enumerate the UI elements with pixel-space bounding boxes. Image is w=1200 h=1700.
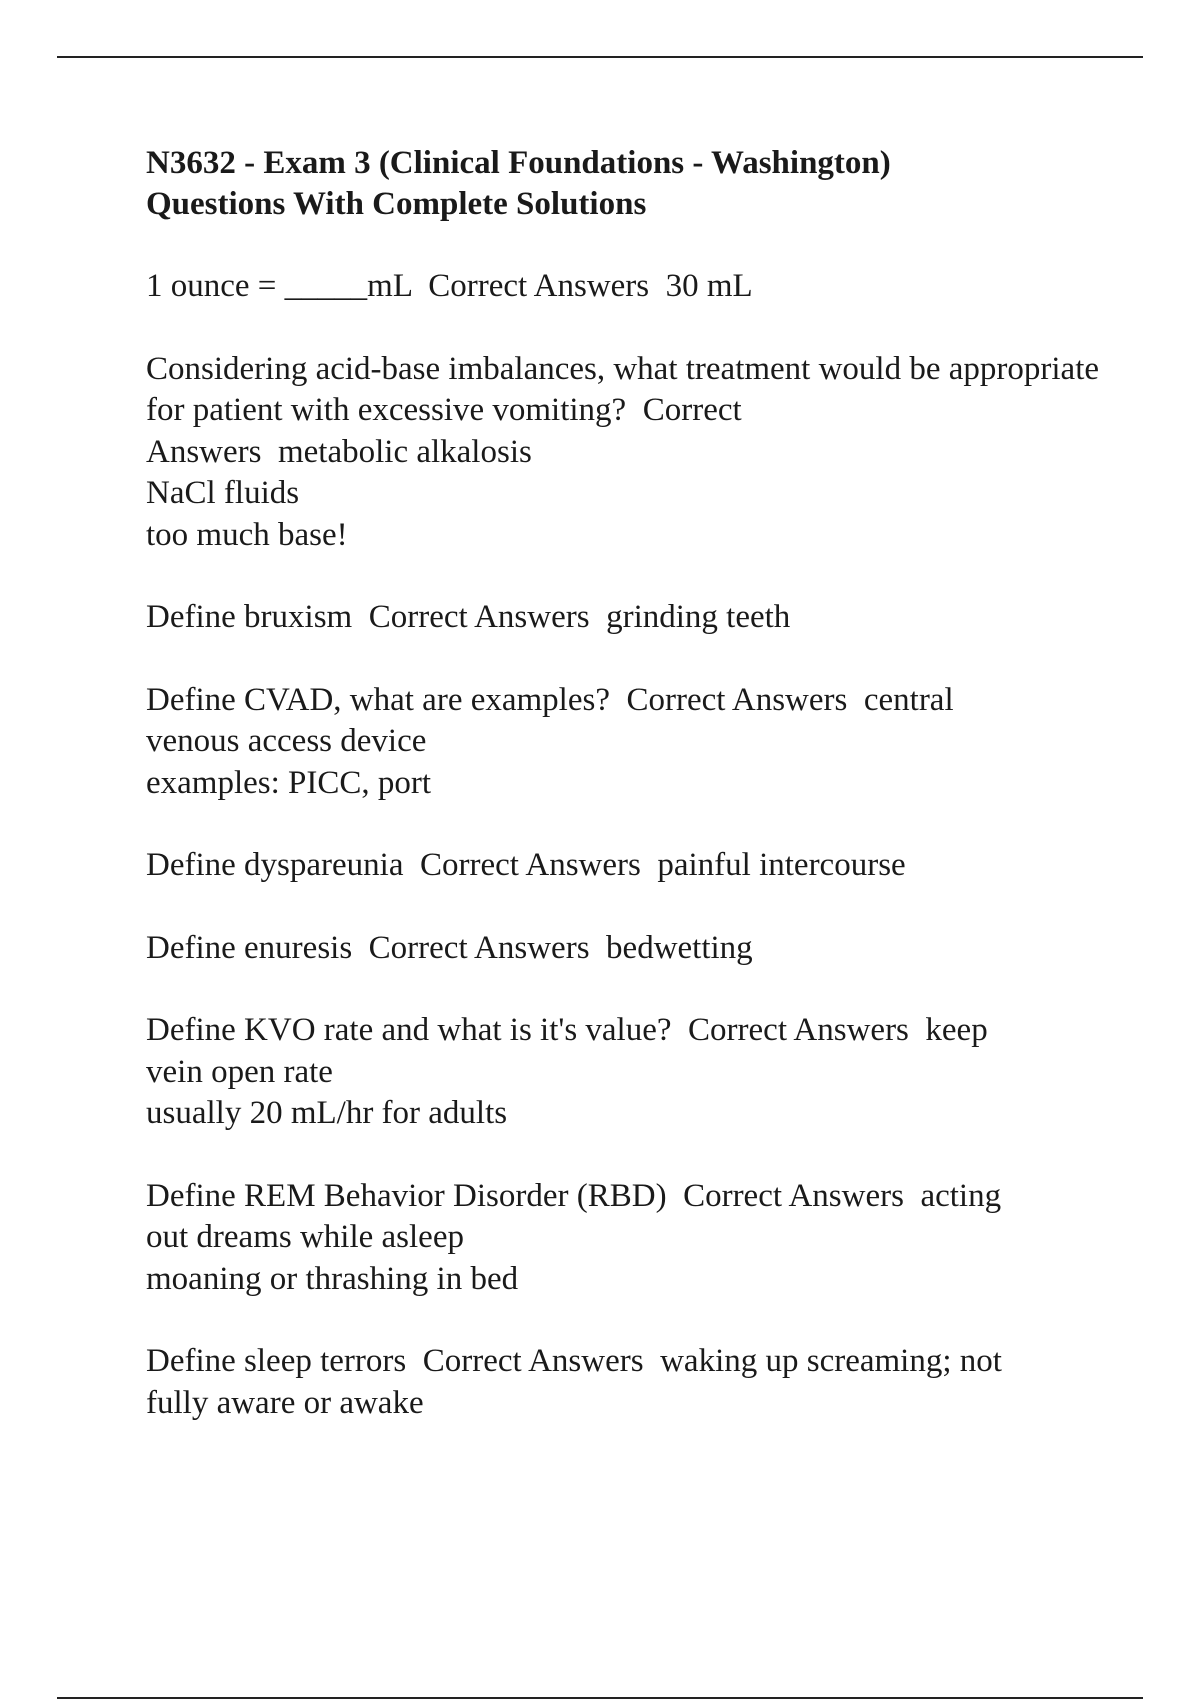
answer-text: painful intercourse — [657, 847, 906, 883]
question-text: Define bruxism — [146, 599, 353, 635]
answer-separator: Correct Answers — [352, 599, 607, 635]
qa-item — [146, 1341, 1106, 1424]
answer-separator: Correct Answers — [666, 1177, 921, 1214]
document-title: N3632 - Exam 3 (Clinical Foundations - Washington) Questions With Complete Solutions — [146, 145, 891, 222]
qa-item — [146, 1176, 1106, 1301]
answer-separator: Correct Answers — [406, 1343, 661, 1379]
answer-text: acting out dreams while asleep moaning or thrashing in bed — [146, 1177, 1002, 1297]
question-text: Define enuresis — [146, 929, 353, 966]
question-text: Define REM Behavior Disorder (RBD) — [146, 1177, 667, 1214]
answer-separator: Correct Answers — [609, 681, 864, 718]
answer-text: 30 mL — [665, 268, 753, 304]
answer-separator: Correct Answers — [352, 929, 607, 966]
qa-item — [146, 597, 1106, 639]
question-text: 1 ounce = _____mL — [146, 268, 412, 304]
answer-separator: Correct Answers — [146, 392, 742, 470]
question-text: Define CVAD, what are examples? — [146, 681, 610, 718]
answer-separator: Correct Answers — [403, 847, 658, 883]
answer-text: waking up screaming; not fully aware or awake — [146, 1343, 1002, 1421]
answer-separator: Correct Answers — [411, 268, 666, 304]
answer-separator: Correct Answers — [671, 1012, 926, 1048]
question-text: Define KVO rate and what is it's value? — [146, 1012, 672, 1048]
question-text: Define sleep terrors — [146, 1343, 407, 1379]
qa-item — [146, 845, 1106, 887]
qa-item — [146, 1010, 1106, 1135]
answer-text: central venous access device examples: PICC, port — [146, 681, 954, 801]
answer-text: metabolic alkalosis NaCl fluids too much base! — [146, 433, 532, 553]
qa-item — [146, 928, 1106, 970]
qa-item — [146, 680, 1106, 805]
header-rule — [57, 56, 1143, 58]
answer-text: bedwetting — [606, 929, 753, 966]
document-body — [146, 143, 1106, 1465]
question-text: Define dyspareunia — [146, 847, 404, 883]
qa-item — [146, 266, 1106, 308]
answer-text: grinding teeth — [606, 599, 791, 635]
answer-text: keep vein open rate usually 20 mL/hr for adults — [146, 1012, 988, 1131]
qa-item — [146, 349, 1106, 557]
footer-rule — [57, 1697, 1143, 1699]
question-text: Considering acid-base imbalances, what treatment would be appropriate for patient with excessive vomiting? — [146, 350, 1108, 428]
